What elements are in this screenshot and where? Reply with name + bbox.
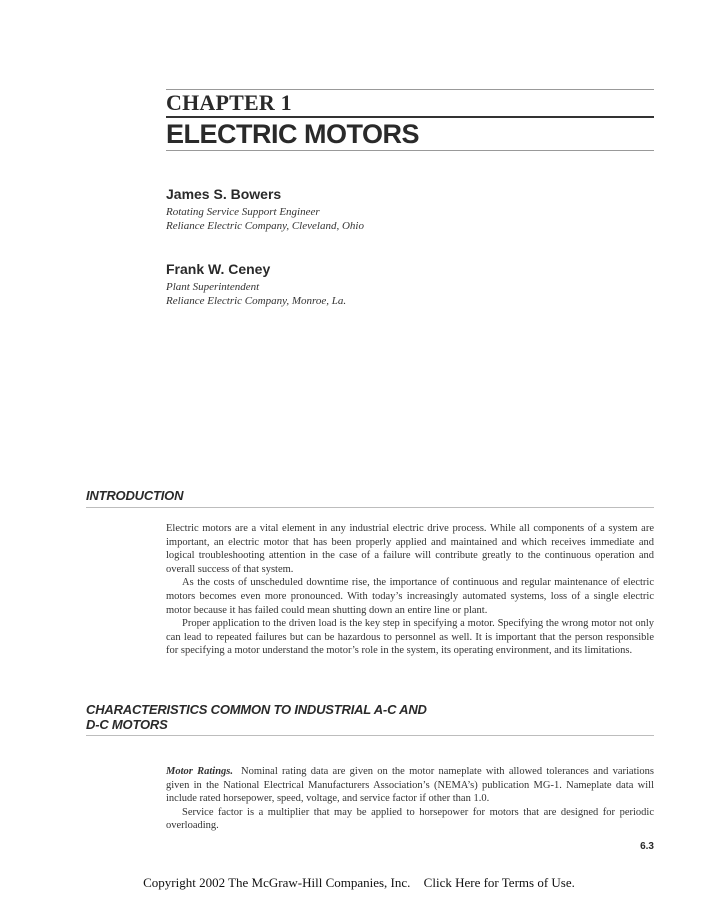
author-name: Frank W. Ceney	[166, 261, 271, 277]
author-block-1	[166, 186, 364, 233]
introduction-paragraph: Electric motors are a vital element in any industrial electric drive process. While all components of a system are important, an electric motor that has been properly applied and maintained and which receives immediate and logical troubleshooting attention in the case of a failure will contribute greatly to the continuous operation and overall success of that system.	[166, 523, 654, 575]
copyright-text: Copyright 2002 The McGraw-Hill Companies, Inc.	[143, 875, 411, 890]
author-title: Plant Superintendent	[166, 281, 260, 293]
chapter-middle-rule	[166, 116, 654, 118]
chapter-bottom-rule	[166, 150, 654, 151]
motor-ratings-runin-heading: Motor Ratings.	[166, 766, 234, 777]
characteristics-rule	[86, 735, 654, 736]
page-number: 6.3	[640, 841, 654, 852]
introduction-rule	[86, 507, 654, 508]
introduction-heading: INTRODUCTION	[86, 488, 184, 503]
author-title: Rotating Service Support Engineer	[166, 206, 320, 218]
introduction-paragraph: Proper application to the driven load is the key step in specifying a motor. Specifying the wrong motor not only can lead to repeated failures but can be hazardous to personnel as well. It is important that the person responsible for specifying a motor understand the motor’s role in the system, its operating environment, and its limitations.	[166, 618, 654, 657]
motor-ratings-text: Nominal rating data are given on the motor nameplate with allowed tolerances and variations given in the National Electrical Manufacturers Association’s (NEMA’s) publication MG-1. Nameplate data will include rated horsepower, speed, voltage, and service factor if other than 1.0.	[166, 766, 655, 805]
characteristics-body	[166, 765, 654, 833]
author-affiliation: Reliance Electric Company, Cleveland, Ohio	[166, 220, 364, 232]
author-affiliation: Reliance Electric Company, Monroe, La.	[166, 295, 347, 307]
terms-of-use-link[interactable]: Click Here for Terms of Use.	[423, 875, 575, 890]
introduction-body	[166, 522, 654, 658]
characteristics-heading	[86, 702, 427, 732]
service-factor-paragraph: Service factor is a multiplier that may be applied to horsepower for motors that are designed for periodic overloading.	[166, 806, 654, 832]
characteristics-heading-line: D-C MOTORS	[86, 717, 168, 732]
chapter-label: CHAPTER 1	[166, 90, 292, 115]
author-name: James S. Bowers	[166, 186, 282, 202]
characteristics-heading-line: CHARACTERISTICS COMMON TO INDUSTRIAL A-C AND	[86, 702, 427, 717]
chapter-title: ELECTRIC MOTORS	[166, 119, 420, 149]
footer	[0, 875, 718, 891]
author-block-2	[166, 261, 346, 308]
introduction-paragraph: As the costs of unscheduled downtime rise, the importance of continuous and regular maintenance of electric motors becomes even more pronounced. With today’s increasingly automated systems, loss of a single electric motor because it has failed could mean shutting down an entire line or plant.	[166, 577, 654, 616]
motor-ratings-paragraph	[166, 765, 654, 806]
